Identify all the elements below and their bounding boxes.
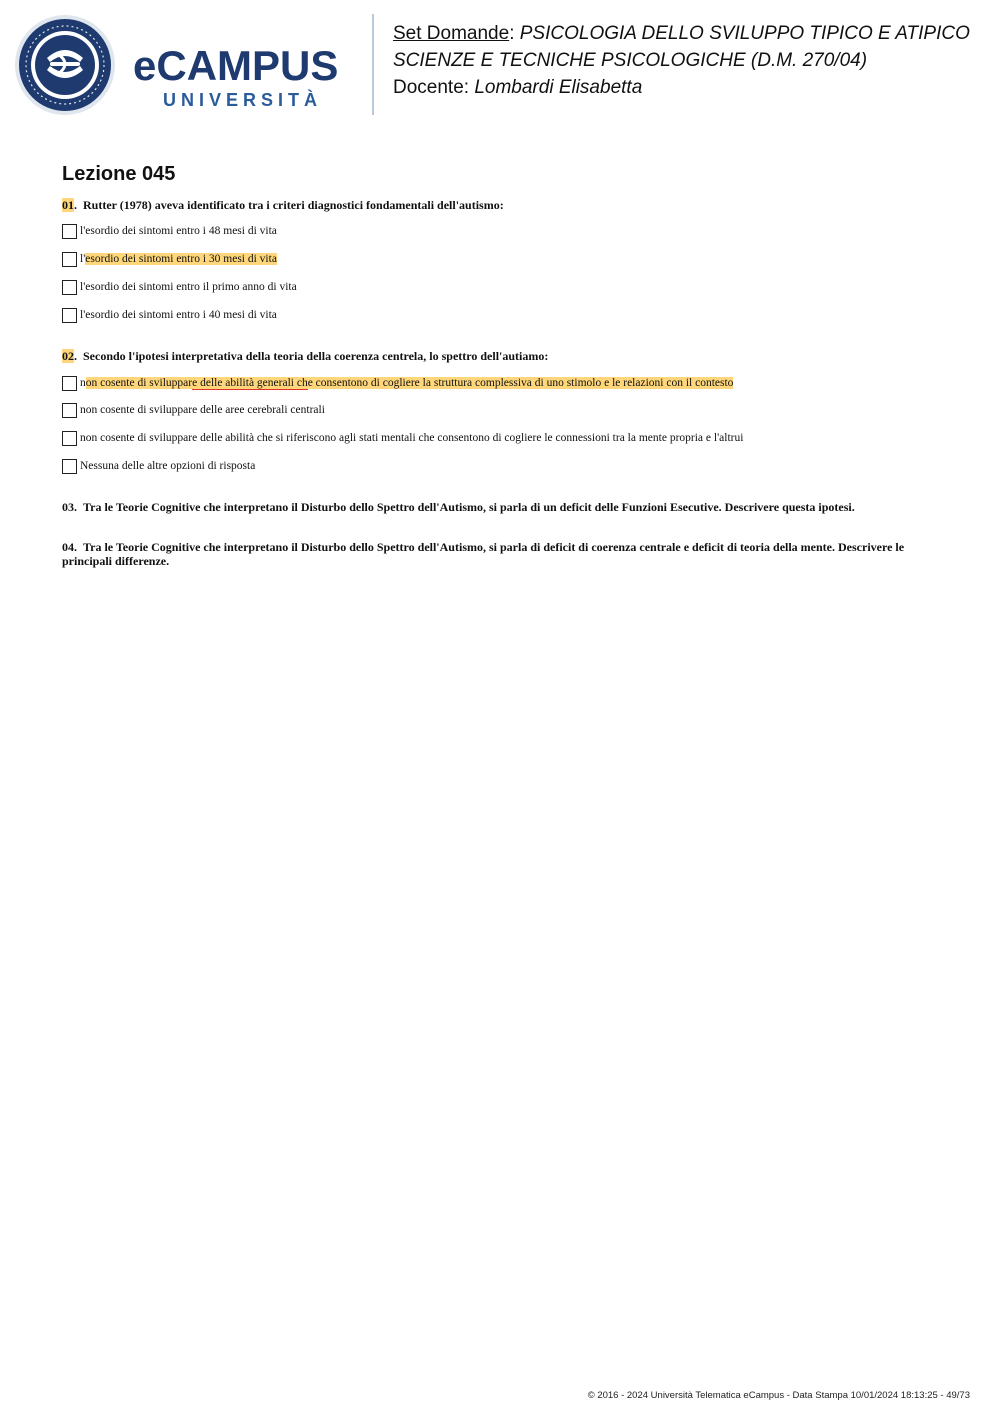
answer-text: l'esordio dei sintomi entro i 40 mesi di vita [80, 309, 277, 321]
answer-text-underlined: e delle abilità generali ch [192, 376, 308, 389]
question-text: Tra le Teorie Cognitive che interpretano il Disturbo dello Spettro dell'Autismo, si parla di un deficit delle Funzioni Esecutive. Descrivere questa ipotesi. [83, 500, 855, 514]
answer-text: non cosente di sviluppare delle aree cerebrali centrali [80, 404, 325, 416]
ecampus-seal-logo [14, 14, 116, 116]
header-divider [372, 14, 374, 115]
answer-text-highlighted: esordio dei sintomi entro i 30 mesi di vita [85, 253, 277, 265]
answer-text: non cosente di sviluppare delle abilità che si riferiscono agli stati mentali che consentono di cogliere le connessioni tra la mente propria e l'altrui [80, 432, 744, 444]
question-number: 01 [62, 198, 74, 212]
answer-checkbox[interactable] [62, 459, 77, 474]
answer-option[interactable] [62, 458, 255, 474]
page-footer: © 2016 - 2024 Università Telematica eCampus - Data Stampa 10/01/2024 18:13:25 - 49/73 [587, 1390, 970, 1401]
answer-text: Nessuna delle altre opzioni di risposta [80, 460, 256, 472]
question-02 [62, 349, 942, 363]
set-label: Set Domande [393, 23, 510, 44]
page-header [0, 0, 1000, 130]
header-line-course [393, 20, 993, 47]
answer-option[interactable] [62, 402, 325, 418]
answer-checkbox[interactable] [62, 431, 77, 446]
logo-text: eCAMPUS [133, 42, 339, 89]
question-number-dot: . [74, 198, 77, 212]
logo-subtext: UNIVERSITÀ [163, 90, 323, 110]
answer-checkbox[interactable] [62, 376, 77, 391]
teacher-label: Docente: [393, 77, 475, 98]
question-number: 04. [62, 540, 77, 554]
answer-text-prefix: n [80, 377, 86, 389]
set-separator: : [509, 23, 520, 44]
answer-option[interactable] [62, 307, 277, 323]
answer-text-prefix: l' [80, 253, 86, 265]
question-number-dot: . [74, 349, 77, 363]
answer-text-highlighted: e consentono di cogliere la struttura complessiva di uno stimolo e le relazioni con il contesto [307, 377, 734, 389]
answer-option[interactable] [62, 375, 733, 391]
question-text: Secondo l'ipotesi interpretativa della teoria della coerenza centrela, lo spettro dell'autiamo: [83, 349, 549, 363]
answer-option[interactable] [62, 430, 743, 446]
answer-checkbox[interactable] [62, 403, 77, 418]
header-line-teacher [393, 74, 993, 101]
teacher-name: Lombardi Elisabetta [474, 77, 643, 98]
question-number: 02 [62, 349, 74, 363]
answer-text-highlighted: on cosente di sviluppar [85, 377, 193, 389]
answer-option[interactable] [62, 251, 277, 267]
question-01 [62, 198, 942, 212]
answer-option[interactable] [62, 279, 297, 295]
question-03 [62, 500, 942, 514]
answer-checkbox[interactable] [62, 280, 77, 295]
answer-text: l'esordio dei sintomi entro i 48 mesi di vita [80, 225, 277, 237]
answer-checkbox[interactable] [62, 308, 77, 323]
question-text: Tra le Teorie Cognitive che interpretano il Disturbo dello Spettro dell'Autismo, si parla di deficit di coerenza centrale e deficit di teoria della mente. Descrivere le principali differenze. [62, 540, 905, 568]
lesson-title: Lezione 045 [62, 163, 176, 185]
degree-title: SCIENZE E TECNICHE PSICOLOGICHE (D.M. 270/04) [393, 50, 868, 71]
question-text: Rutter (1978) aveva identificato tra i criteri diagnostici fondamentali dell'autismo: [83, 198, 504, 212]
header-info [393, 20, 993, 101]
course-title: PSICOLOGIA DELLO SVILUPPO TIPICO E ATIPICO [519, 23, 970, 44]
answer-checkbox[interactable] [62, 252, 77, 267]
question-04 [62, 540, 942, 568]
header-line-degree [393, 47, 993, 74]
ecampus-wordmark-logo [133, 42, 355, 112]
answer-option[interactable] [62, 223, 277, 239]
answer-text: l'esordio dei sintomi entro il primo anno di vita [80, 281, 297, 293]
answer-checkbox[interactable] [62, 224, 77, 239]
question-number: 03. [62, 500, 77, 514]
